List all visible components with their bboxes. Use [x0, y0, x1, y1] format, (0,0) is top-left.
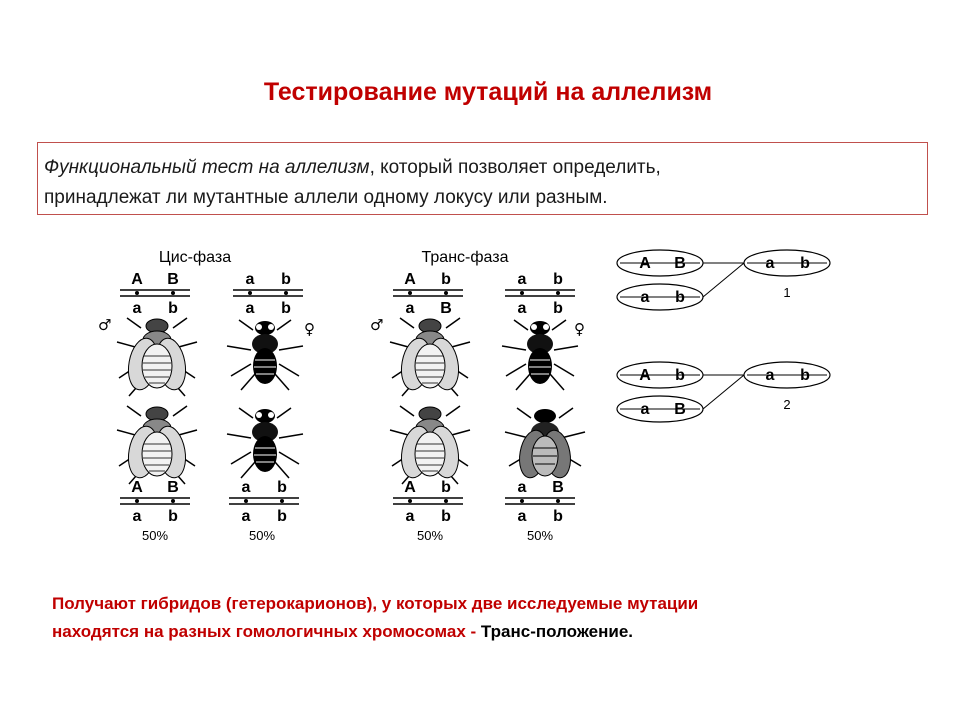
svg-text:a: a [517, 479, 527, 496]
svg-text:a: a [245, 271, 255, 288]
svg-text:a: a [517, 508, 527, 525]
svg-text:a: a [765, 255, 775, 272]
svg-text:a: a [241, 479, 251, 496]
svg-text:a: a [132, 508, 142, 525]
gamete-group-1 [617, 250, 830, 310]
gamete-group-2 [617, 362, 830, 422]
svg-text:b: b [441, 479, 451, 496]
cis-offspring-1-genotype [120, 479, 190, 543]
female-symbol-cis: ♀ [304, 320, 315, 338]
cis-offspring-2-fly [227, 408, 303, 478]
svg-text:b: b [553, 271, 563, 288]
slide-title: Тестирование мутаций на аллелизм [263, 78, 713, 106]
svg-text:50%: 50% [248, 528, 276, 543]
svg-text:B: B [674, 255, 686, 272]
svg-text:a: a [517, 271, 527, 288]
svg-text:A: A [639, 367, 651, 384]
svg-text:a: a [241, 508, 251, 525]
cis-female-genotype [233, 271, 303, 317]
cis-phase-label: Цис-фаза [158, 249, 232, 266]
svg-text:A: A [404, 271, 416, 288]
definition-text-1: , который позволяет определить, [369, 157, 661, 178]
svg-text:b: b [675, 289, 685, 306]
trans-offspring-1-fly [390, 406, 470, 484]
definition-term: Функциональный тест на аллелизм [44, 157, 370, 178]
trans-female-genotype [505, 271, 575, 317]
svg-text:a: a [517, 300, 527, 317]
svg-text:B: B [674, 401, 686, 418]
svg-text:b: b [800, 255, 810, 272]
cis-male-genotype [120, 271, 190, 317]
svg-text:a: a [640, 289, 650, 306]
trans-male-fly [390, 318, 470, 396]
svg-text:b: b [277, 508, 287, 525]
svg-text:a: a [405, 300, 415, 317]
gamete-group-2-label: 2 [783, 397, 791, 412]
svg-text:b: b [441, 271, 451, 288]
conclusion-text [52, 590, 932, 646]
trans-phase-label: Транс-фаза [421, 249, 509, 266]
svg-text:B: B [167, 479, 179, 496]
trans-offspring-2-fly [505, 408, 585, 480]
cis-offspring-2-genotype [229, 479, 299, 543]
svg-text:b: b [675, 367, 685, 384]
svg-text:A: A [404, 479, 416, 496]
svg-text:a: a [640, 401, 650, 418]
male-symbol-trans: ♂ [370, 316, 384, 334]
svg-text:b: b [441, 508, 451, 525]
svg-text:B: B [440, 300, 452, 317]
svg-text:b: b [553, 508, 563, 525]
male-symbol-cis: ♂ [98, 316, 112, 334]
trans-offspring-2-genotype [505, 479, 575, 543]
svg-text:A: A [131, 479, 143, 496]
svg-text:A: A [639, 255, 651, 272]
svg-text:b: b [168, 508, 178, 525]
svg-text:50%: 50% [526, 528, 554, 543]
conclusion-black: Транс-положение. [480, 622, 633, 641]
cis-female-fly [227, 320, 303, 390]
svg-text:a: a [765, 367, 775, 384]
svg-text:b: b [168, 300, 178, 317]
svg-text:a: a [245, 300, 255, 317]
trans-male-genotype [393, 271, 463, 317]
svg-text:a: a [405, 508, 415, 525]
svg-text:50%: 50% [416, 528, 444, 543]
cis-male-fly [117, 318, 197, 396]
svg-text:b: b [277, 479, 287, 496]
svg-text:a: a [132, 300, 142, 317]
svg-text:b: b [553, 300, 563, 317]
conclusion-red-1: Получают гибридов (гетерокарионов), у которых две исследуемые мутации [52, 594, 699, 613]
trans-female-fly [502, 320, 578, 390]
definition-text-2: принадлежат ли мутантные аллели одному локусу или разным. [44, 187, 608, 208]
svg-text:b: b [800, 367, 810, 384]
conclusion-red-2: находятся на разных гомологичных хромосомах - [52, 622, 481, 641]
gamete-group-1-label: 1 [783, 285, 791, 300]
svg-text:B: B [552, 479, 564, 496]
svg-text:A: A [131, 271, 143, 288]
svg-text:50%: 50% [141, 528, 169, 543]
female-symbol-trans: ♀ [574, 320, 585, 338]
trans-offspring-1-genotype [393, 479, 463, 543]
cis-offspring-1-fly [117, 406, 197, 484]
svg-text:b: b [281, 271, 291, 288]
svg-text:B: B [167, 271, 179, 288]
svg-text:b: b [281, 300, 291, 317]
